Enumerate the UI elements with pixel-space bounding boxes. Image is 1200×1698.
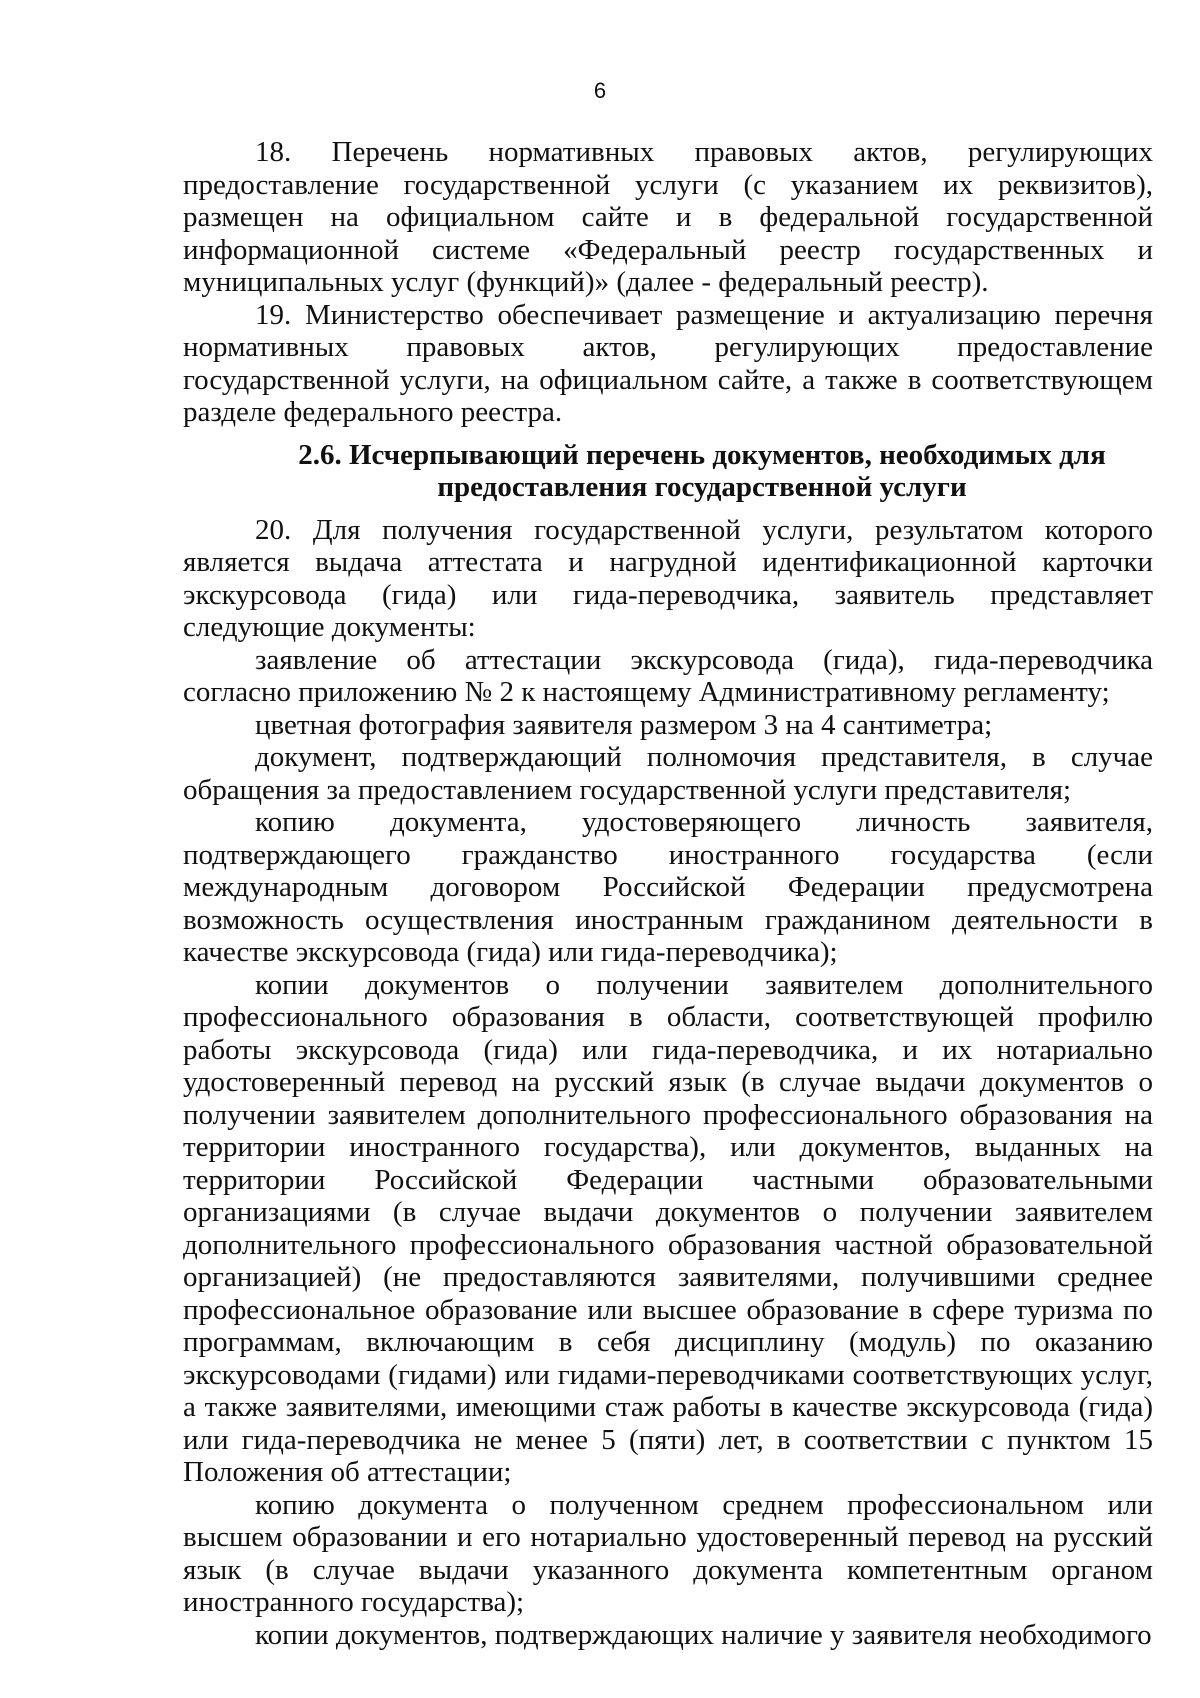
paragraph-20: 20. Для получения государственной услуги, результатом которого является выдача аттестата и нагрудной идентификационной карточки экскурсовода (гида) или гида-переводчика, заявитель представляет следующие документы: [183,513,1153,643]
section-heading-line-1: 2.6. Исчерпывающий перечень документов, необходимых для [298,438,1106,471]
document-item-identity-copy: копию документа, удостоверяющего личность заявителя, подтверждающего гражданство иностранного государства (если международным договором Российской Федерации предусмотрена возможность осуществления иностранным гражданином деятельности в качестве экскурсовода (гида) или гида-переводчика); [183,806,1153,968]
document-item-additional-education: копии документов о получении заявителем дополнительного профессионального образования в области, соответствующей профилю работы экскурсовода (гида) или гида-переводчика, и их нотариально удостоверенный перевод на русский язык (в случае выдачи документов о получении заявителем дополнительного профессионального образования на территории иностранного государства), или документов, выданных на территории Российской Федерации частными образовательными организациями (в случае выдачи документов о получении заявителем дополнительного профессионального образования частной образовательной организацией) (не предоставляются заявителями, получившими среднее профессиональное образование или высшее образование в сфере туризма по программам, включающим в себя дисциплину (модуль) по оказанию экскурсоводами (гидами) или гидами-переводчиками соответствующих услуг, а также заявителями, имеющими стаж работы в качестве экскурсовода (гида) или гида-переводчика не менее 5 (пяти) лет, в соответствии с пунктом 15 Положения об аттестации; [183,968,1153,1488]
document-item-representative-authority: документ, подтверждающий полномочия представителя, в случае обращения за предоставлением государственной услуги представителя; [183,741,1153,806]
document-item-photo: цветная фотография заявителя размером 3 на 4 сантиметра; [255,708,993,741]
paragraph-19: 19. Министерство обеспечивает размещение и актуализацию перечня нормативных правовых актов, регулирующих предоставление государственной услуги, на официальном сайте, а также в соответствующем разделе федерального реестра. [183,298,1153,428]
document-body [183,136,1153,1651]
document-item-education-diploma: копию документа о полученном среднем профессиональном или высшем образовании и его нотариально удостоверенный перевод на русский язык (в случае выдачи указанного документа компетентным органом иностранного государства); [183,1488,1153,1618]
document-item-application: заявление об аттестации экскурсовода (гида), гида-переводчика согласно приложению № 2 к настоящему Административному регламенту; [183,643,1153,708]
document-item-required-documents: копии документов, подтверждающих наличие у заявителя необходимого [255,1618,1152,1651]
section-heading-line-2: предоставления государственной услуги [437,471,967,503]
section-heading-2-6 [183,439,1153,504]
paragraph-18: 18. Перечень нормативных правовых актов, регулирующих предоставление государственной услуги (с указанием их реквизитов), размещен на официальном сайте и в федеральной государственной информационной системе «Федеральный реестр государственных и муниципальных услуг (функций)» (далее - федеральный реестр). [183,136,1153,298]
page-number: 6 [593,78,607,103]
